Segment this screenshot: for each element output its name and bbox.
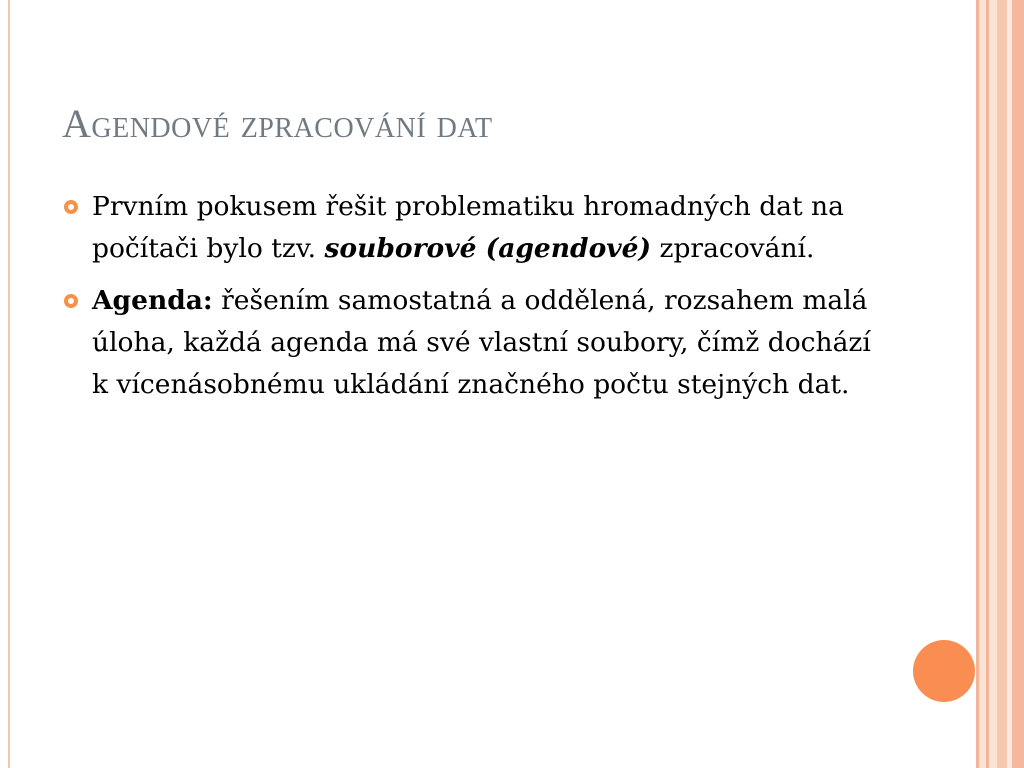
bullet-item <box>62 186 892 270</box>
bullet-list <box>62 186 892 416</box>
right-decorative-stripe <box>997 0 1007 768</box>
slide-title: Agendové zpracování dat <box>62 101 493 146</box>
decorative-circle <box>913 640 975 702</box>
right-decorative-stripe <box>979 0 986 768</box>
bullet-item <box>62 280 892 406</box>
bullet-lead-term: Agenda: <box>92 285 213 316</box>
bullet-text: zpracování. <box>651 233 815 264</box>
bullet-ring-icon <box>64 200 78 214</box>
bullet-text: Prvním pokusem řešit problematiku hromadných dat na počítači bylo tzv. <box>92 191 844 264</box>
right-decorative-stripe <box>989 0 997 768</box>
bullet-ring-icon <box>64 294 78 308</box>
right-decorative-stripe <box>1012 0 1024 768</box>
bullet-emphasis: souborové (agendové) <box>324 233 652 264</box>
bullet-text: řešením samostatná a oddělená, rozsahem malá úloha, každá agenda má své vlastní soubory, čímž dochází k vícenásobnému ukládání značného počtu stejných dat. <box>92 285 871 400</box>
left-border-line <box>8 0 10 768</box>
